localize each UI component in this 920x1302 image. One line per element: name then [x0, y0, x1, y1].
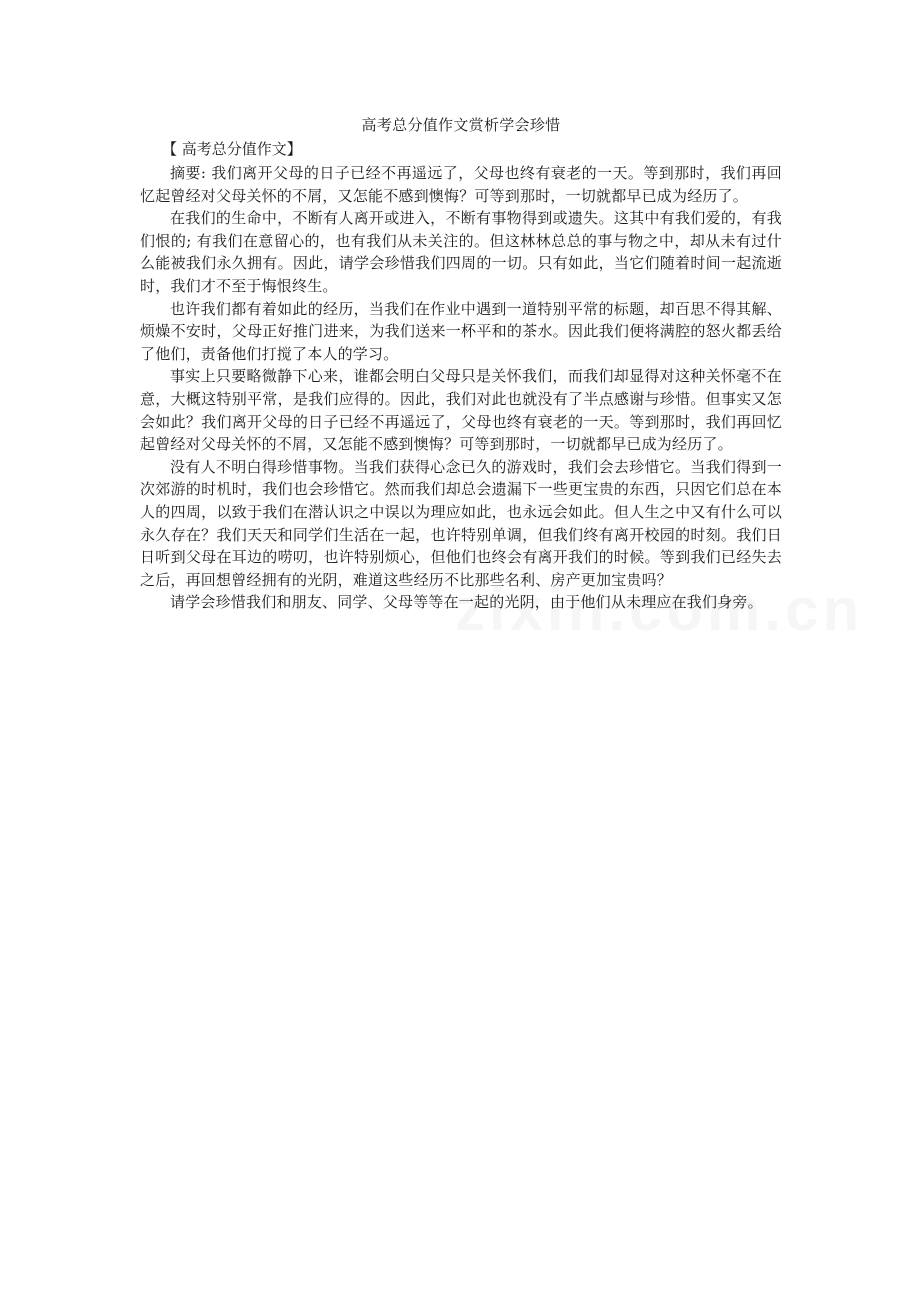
section-heading: 【 高考总分值作文】 [162, 140, 302, 158]
paragraph: 也许我们都有着如此的经历，当我们在作业中遇到一道特别平常的标题，却百思不得其解、烦燥不安时，父母正好推门进来，为我们送来一杯平和的茶水。因此我们便将满腔的怒火都丢给了他们，责备他们打搅了本人的学习。 [140, 299, 782, 363]
paragraph-abstract: 摘要: 我们离开父母的日子已经不再遥远了，父母也终有衰老的一天。等到那时，我们再回忆起曾经对父母关怀的不屑，又怎能不感到懊悔？可等到那时，一切就都早已成为经历了。 [140, 164, 782, 205]
document-title: 高考总分值作文赏析学会珍惜 [361, 116, 561, 134]
document-body [140, 114, 782, 614]
paragraph: 在我们的生命中，不断有人离开或进入，不断有事物得到或遗失。这其中有我们爱的，有我们恨的; 有我们在意留心的，也有我们从未关注的。但这林林总总的事与物之中，却从未有过什么能被我们永久拥有。因此，请学会珍惜我们四周的一切。只有如此，当它们随着时间一起流逝时，我们才不至于悔恨终生。 [140, 209, 782, 295]
paragraph: 事实上只要略微静下心来，谁都会明白父母只是关怀我们，而我们却显得对这种关怀毫不在意，大概这特别平常，是我们应得的。因此，我们对此也就没有了半点感谢与珍惜。但事实又怎会如此？我们离开父母的日子已经不再遥远了，父母也终有衰老的一天。等到那时，我们再回忆起曾经对父母关怀的不屑，又怎能不感到懊悔？可等到那时，一切就都早已成为经历了。 [140, 367, 782, 454]
paragraph-conclusion: 请学会珍惜我们和朋友、同学、父母等等在一起的光阴，由于他们从未理应在我们身旁。 [170, 593, 763, 612]
paragraph: 没有人不明白得珍惜事物。当我们获得心念已久的游戏时，我们会去珍惜它。当我们得到一次郊游的时机时，我们也会珍惜它。然而我们却总会遗漏下一些更宝贵的东西，只因它们总在本人的四周，以致于我们在潜认识之中误以为理应如此，也永远会如此。但人生之中又有什么可以永久存在？我们天天和同学们生活在一起，也许特别单调，但我们终有离开校园的时刻。我们日日听到父母在耳边的唠叨，也许特别烦心，但他们也终会有离开我们的时候。等到我们已经失去之后，再回想曾经拥有的光阴，难道这些经历不比那些名利、房产更加宝贵吗？ [140, 457, 782, 589]
